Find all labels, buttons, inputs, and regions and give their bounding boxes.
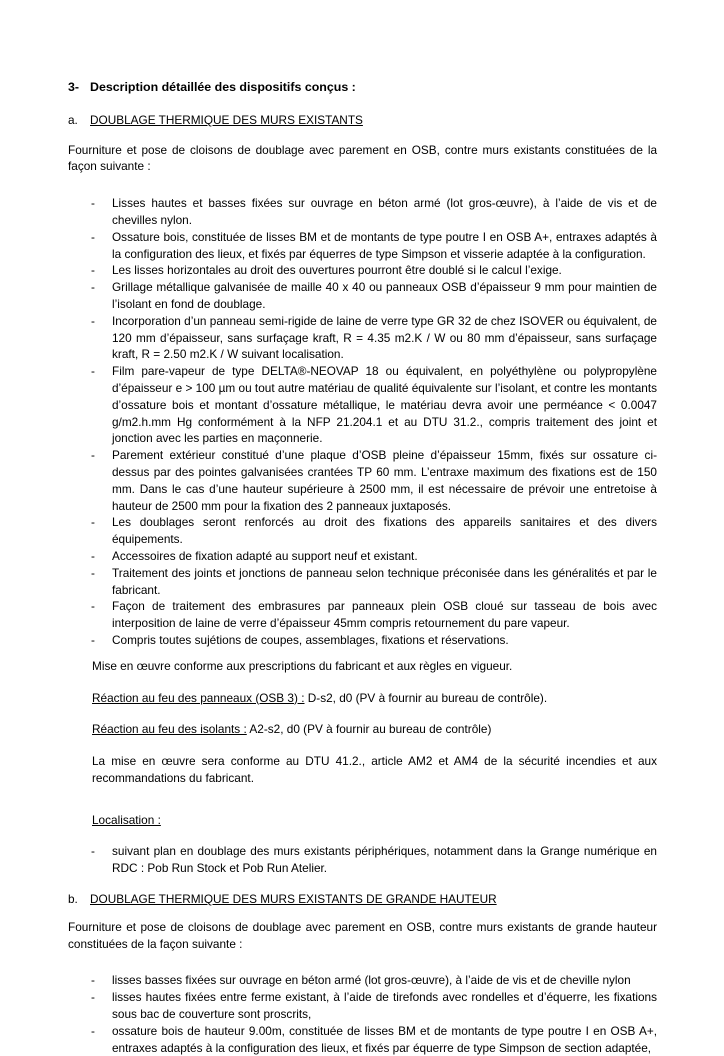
bullet-marker: - bbox=[91, 565, 95, 580]
list-item-text: Compris toutes sujétions de coupes, assemblages, fixations et réservations. bbox=[112, 632, 509, 647]
mise-en-oeuvre-note: Mise en œuvre conforme aux prescriptions du fabricant et aux règles en vigueur. bbox=[92, 658, 513, 673]
list-item bbox=[91, 279, 657, 313]
section-a-bullet-list bbox=[68, 195, 657, 649]
bullet-marker: - bbox=[91, 263, 95, 278]
section-b-bullet-list bbox=[68, 972, 657, 1056]
bullet-marker: - bbox=[91, 448, 95, 463]
reaction-feu-panneaux bbox=[92, 690, 657, 707]
section-b-intro: Fourniture et pose de cloisons de doublage avec parement en OSB, contre murs existants de grande hauteur constituées de la façon suivante : bbox=[68, 919, 657, 951]
list-item-text: Parement extérieur constitué d’une plaque d’OSB pleine d’épaisseur 15mm, fixés sur ossature ci-dessus par des pointes galvanisées crantées TP 60 mm. L’entraxe maximum des fixations est de 150 mm. Dans le cas d’une hauteur supérieure à 2500 mm, il est nécessaire de prévoir une entretoise à hauteur de 2500 mm pour la fixation des 2 panneaux juxtaposés. bbox=[112, 448, 657, 513]
reaction-feu-panneaux-label: Réaction au feu des panneaux (OSB 3) : bbox=[92, 690, 305, 705]
section-a-letter: a. bbox=[68, 112, 78, 127]
list-item-text: lisses basses fixées sur ouvrage en béton armé (lot gros-œuvre), à l’aide de vis et de cheville nylon bbox=[112, 973, 631, 988]
list-item-text: Les lisses horizontales au droit des ouvertures pourront être doublé si le calcul l’exige. bbox=[112, 263, 562, 278]
list-item-text: ossature bois de hauteur 9.00m, constituée de lisses BM et de montants de type poutre I en OSB A+, entraxes adaptés à la configuration des lieux, et fixés par équerre de type Simpson de section adaptée, bbox=[112, 1023, 657, 1055]
localisation-bullet-list bbox=[68, 843, 657, 877]
reaction-feu-isolants bbox=[92, 721, 657, 738]
reaction-feu-isolants-label: Réaction au feu des isolants : bbox=[92, 722, 247, 737]
bullet-marker: - bbox=[91, 632, 95, 647]
list-item bbox=[91, 632, 657, 649]
title-number: 3- bbox=[68, 80, 80, 94]
bullet-marker: - bbox=[91, 599, 95, 614]
localisation-label bbox=[92, 812, 657, 829]
list-item bbox=[91, 548, 657, 565]
bullet-marker: - bbox=[91, 196, 95, 211]
title-text: Description détaillée des dispositifs conçus : bbox=[90, 80, 356, 94]
bullet-marker: - bbox=[91, 515, 95, 530]
list-item bbox=[91, 229, 657, 263]
list-item-text: suivant plan en doublage des murs existants périphériques, notamment dans la Grange numérique en RDC : Pob Run Stock et Pob Run Atelier. bbox=[112, 844, 657, 876]
list-item bbox=[91, 262, 657, 279]
bullet-marker: - bbox=[91, 1023, 95, 1038]
list-item bbox=[91, 989, 657, 1023]
list-item-text: Incorporation d’un panneau semi-rigide de laine de verre type GR 32 de chez ISOVER ou équivalent, de 120 mm d’épaisseur, sans surfaçage kraft, R = 4.35 m2.K / W ou 80 mm d’épaisseur, sans surfaçage kraft, R = 2.50 m2.K / W suivant localisation. bbox=[112, 313, 657, 362]
bullet-marker: - bbox=[91, 990, 95, 1005]
list-item-text: Façon de traitement des embrasures par panneaux plein OSB cloué sur tasseau de bois avec interposition de laine de verre d’épaisseur 45mm compris retournement du pare vapeur. bbox=[112, 599, 657, 631]
section-b-letter: b. bbox=[68, 892, 78, 907]
list-item-text: Lisses hautes et basses fixées sur ouvrage en béton armé (lot gros-œuvre), à l’aide de vis et de chevilles nylon. bbox=[112, 196, 657, 227]
list-item bbox=[91, 972, 657, 989]
list-item-text: Accessoires de fixation adapté au support neuf et existant. bbox=[112, 548, 418, 563]
bullet-marker: - bbox=[91, 364, 95, 379]
reaction-feu-panneaux-value: D-s2, d0 (PV à fournir au bureau de contrôle). bbox=[304, 690, 548, 705]
section-a-heading bbox=[68, 112, 657, 129]
bullet-marker: - bbox=[91, 280, 95, 295]
section-a-heading-text: DOUBLAGE THERMIQUE DES MURS EXISTANTS bbox=[90, 112, 363, 127]
list-item bbox=[91, 363, 657, 447]
list-item-text: Film pare-vapeur de type DELTA®-NEOVAP 18 ou équivalent, en polyéthylène ou polypropylène d’épaisseur e > 100 µm ou tout autre matériau de qualité équivalente sur l’isolant, et contre les montants d’ossature bois et montant d’ossature métallique, le matériau devra avoir une perméance < 0.0047 g/m2.h.mm Hg conformément à la NFP 21.204.1 et au DTU 31.2., compris traitement des joint et jonction avec les parties en maçonnerie. bbox=[112, 364, 657, 446]
list-item bbox=[91, 195, 657, 229]
section-b-heading-text: DOUBLAGE THERMIQUE DES MURS EXISTANTS DE GRANDE HAUTEUR bbox=[90, 892, 497, 907]
bullet-marker: - bbox=[91, 313, 95, 328]
reaction-feu-isolants-value: A2-s2, d0 (PV à fournir au bureau de contrôle) bbox=[246, 722, 492, 737]
list-item bbox=[91, 843, 657, 877]
list-item bbox=[91, 598, 657, 632]
list-item bbox=[91, 565, 657, 599]
list-item bbox=[91, 447, 657, 514]
list-item-text: Ossature bois, constituée de lisses BM et de montants de type poutre I en OSB A+, entraxes adaptés à la configuration des lieux, et fixés par équerres de type Simpson et visserie adaptée à la configuration. bbox=[112, 229, 657, 261]
dtu-note: La mise en œuvre sera conforme au DTU 41.2., article AM2 et AM4 de la sécurité incendies et aux recommandations du fabricant. bbox=[92, 754, 657, 785]
bullet-marker: - bbox=[91, 548, 95, 563]
section-a-intro: Fourniture et pose de cloisons de doublage avec parement en OSB, contre murs existants constituées de la façon suivante : bbox=[68, 142, 657, 174]
page-title bbox=[68, 79, 657, 96]
localisation-label-text: Localisation : bbox=[92, 812, 161, 827]
list-item-text: Les doublages seront renforcés au droit des fixations des appareils sanitaires et des divers équipements. bbox=[112, 515, 657, 547]
list-item bbox=[91, 313, 657, 363]
list-item-text: Grillage métallique galvanisée de maille 40 x 40 ou panneaux OSB d’épaisseur 9 mm pour maintien de l’isolant en fond de doublage. bbox=[112, 280, 657, 311]
list-item-text: lisses hautes fixées entre ferme existant, à l’aide de tirefonds avec rondelles et d’équerre, les fixations sous bac de couverture sont proscrits, bbox=[112, 990, 657, 1022]
list-item bbox=[91, 514, 657, 548]
bullet-marker: - bbox=[91, 844, 95, 859]
section-b-heading bbox=[68, 891, 657, 908]
list-item-text: Traitement des joints et jonctions de panneau selon technique préconisée dans les généralités et par le fabricant. bbox=[112, 565, 657, 597]
bullet-marker: - bbox=[91, 973, 95, 988]
list-item bbox=[91, 1023, 657, 1056]
bullet-marker: - bbox=[91, 229, 95, 244]
